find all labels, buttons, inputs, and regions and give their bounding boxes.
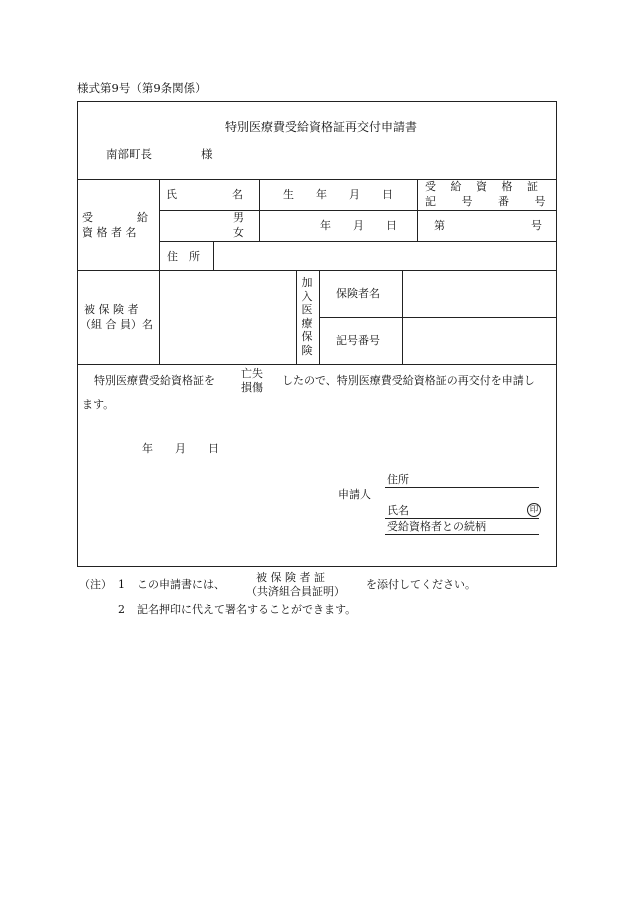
name-birth-divider: [259, 179, 260, 241]
addressee-suffix: 様: [201, 147, 213, 161]
declaration-text-continuation: ます。: [82, 398, 115, 411]
declaration-text-before: 特別医療費受給資格証を: [94, 374, 215, 387]
birth-label: 生 年 月 日: [283, 188, 393, 201]
form-title: 特別医療費受給資格証再交付申請書: [225, 120, 418, 134]
form-number: 様式第9号（第9条関係）: [77, 81, 207, 95]
section-divider-line: [77, 270, 557, 271]
option-lost[interactable]: 亡失: [241, 367, 263, 380]
name-label: 氏 名: [166, 188, 243, 201]
address-label-divider: [213, 241, 214, 270]
note1-text-before: この申請書には、: [137, 578, 225, 591]
label-column-line: [159, 179, 160, 364]
form-frame: [77, 101, 557, 567]
note1-option-line1: 被 保 険 者 証: [256, 571, 325, 584]
notes-prefix: （注）: [79, 578, 112, 591]
insurance-label-divider: [319, 270, 320, 364]
applicant-address-line[interactable]: [385, 487, 539, 488]
insured-label-line2: （組 合 員）名: [80, 318, 153, 331]
applicant-name-label: 氏名: [387, 504, 409, 517]
note1-number: 1: [118, 578, 125, 591]
table-bottom-line: [77, 364, 557, 365]
applicant-relationship-label: 受給資格者との続柄: [387, 520, 486, 533]
code-number-label: 記号番号: [336, 334, 380, 347]
cert-label-line2: 記 号 番 号: [425, 195, 546, 208]
sex-female[interactable]: 女: [233, 226, 244, 239]
application-date-field[interactable]: 年 月 日: [142, 442, 219, 455]
row-address-line: [159, 241, 557, 242]
insured-label-line1: 被 保 険 者: [84, 303, 139, 316]
note1-text-after: を添付してください。: [366, 578, 476, 591]
sex-male[interactable]: 男: [233, 211, 244, 224]
seal-mark-icon: 印: [527, 503, 541, 517]
applicant-relationship-line[interactable]: [385, 534, 539, 535]
insurer-divider-line: [319, 317, 557, 318]
applicant-name-line[interactable]: [385, 518, 539, 519]
recipient-label-line1: 受 給: [82, 211, 148, 224]
declaration-text-after: したので、特別医療費受給資格証の再交付を申請し: [282, 374, 535, 387]
insurer-value-divider: [402, 270, 403, 364]
row-sex-line: [159, 210, 557, 211]
birth-cert-divider: [417, 179, 418, 241]
cert-number-suffix: 号: [531, 219, 542, 232]
applicant-label: 申請人: [338, 488, 371, 501]
option-damaged[interactable]: 損傷: [241, 381, 263, 394]
recipient-label-line2: 資 格 者 名: [82, 226, 137, 239]
insurance-vertical-label: 加 入 医 療 保 険: [301, 276, 313, 357]
birth-date-field[interactable]: 年 月 日: [320, 219, 397, 232]
insurer-name-label: 保険者名: [336, 287, 380, 300]
addressee: 南部町長: [106, 147, 152, 161]
cert-number-prefix: 第: [434, 219, 445, 232]
note2-text: 記名押印に代えて署名することができます。: [137, 603, 357, 616]
address-label: 住 所: [167, 250, 200, 263]
note2-number: 2: [118, 603, 125, 616]
cert-label-line1: 受 給 資 格 証: [425, 180, 538, 193]
note1-option-line2: （共済組合員証明）: [246, 585, 345, 598]
insured-name-divider: [296, 270, 297, 364]
applicant-address-label: 住所: [387, 473, 409, 486]
